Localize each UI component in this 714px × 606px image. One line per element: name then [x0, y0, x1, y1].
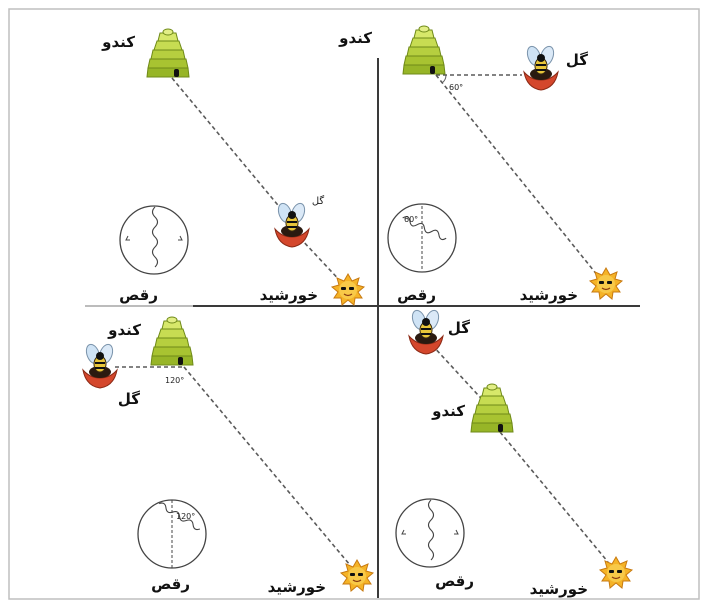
- dance-label: رقص: [119, 286, 158, 304]
- sun-icon: [600, 557, 632, 588]
- sun-icon: [341, 560, 373, 591]
- flower-label: گل: [117, 390, 140, 408]
- flower-bee-icon: [83, 343, 117, 388]
- hive-icon: [471, 384, 513, 432]
- sun-label: خورشید: [519, 286, 578, 304]
- flower-label: گل: [565, 51, 588, 69]
- angle-label: 120°: [165, 376, 185, 385]
- dance-circle: [120, 206, 188, 274]
- path-hive-to-sun: [436, 75, 598, 276]
- flower-label: گل: [311, 196, 325, 207]
- flower-bee-icon: [524, 45, 558, 90]
- dance-circle: [138, 500, 206, 568]
- hive-icon: [147, 29, 189, 77]
- angle-arc: [442, 75, 446, 83]
- hive-label: کندو: [102, 33, 135, 51]
- hive-label: کندو: [432, 402, 465, 420]
- dance-circle: [388, 204, 456, 272]
- hive-icon: [151, 317, 193, 365]
- panel-bottom-right: [396, 309, 632, 598]
- dance-label: رقص: [435, 572, 474, 590]
- sun-icon: [590, 268, 622, 299]
- dance-angle-label: 60°: [404, 215, 419, 224]
- path-hive-to-sun: [184, 367, 350, 565]
- panel-bottom-left: [83, 317, 373, 596]
- flower-bee-icon: [275, 202, 309, 247]
- hive-label: کندو: [108, 321, 141, 339]
- dance-angle-label: 120°: [176, 512, 196, 521]
- hive-icon: [403, 26, 445, 74]
- path-hive-to-flower: [172, 78, 292, 222]
- flower-bee-icon: [409, 309, 443, 354]
- flower-label: گل: [447, 319, 470, 337]
- panel-top-left: [101, 29, 364, 305]
- dance-circle: [396, 499, 464, 567]
- dance-label: رقص: [151, 575, 190, 593]
- dance-label: رقص: [397, 286, 436, 304]
- path-hive-to-sun: [500, 432, 608, 562]
- sun-label: خورشید: [529, 580, 588, 598]
- panel-top-right: [338, 26, 622, 304]
- hive-label: کندو: [339, 29, 372, 47]
- sun-label: خورشید: [259, 286, 318, 304]
- sun-label: خورشید: [267, 578, 326, 596]
- sun-icon: [332, 274, 364, 305]
- angle-label: 60°: [449, 83, 464, 92]
